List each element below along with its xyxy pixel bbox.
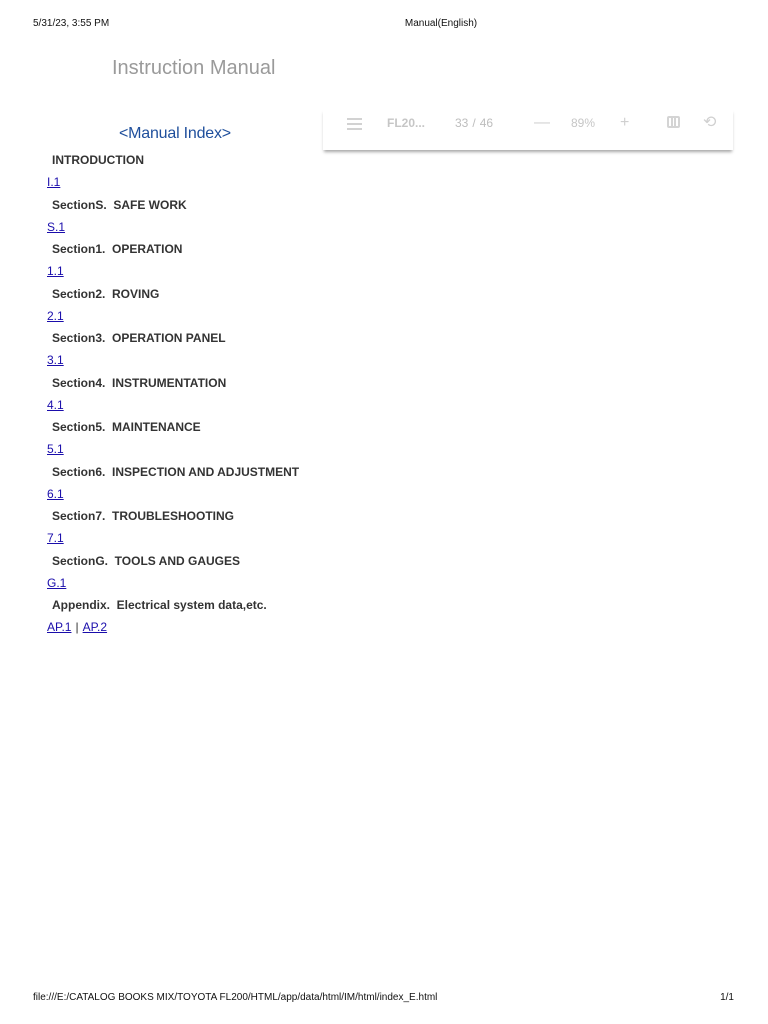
section-links [47, 442, 64, 456]
zoom-in-button[interactable]: + [620, 114, 630, 131]
link-safe-work-1[interactable]: S.1 [47, 219, 66, 234]
link-separator: | [75, 620, 79, 634]
section-links [47, 175, 60, 189]
link-instrumentation-1[interactable]: 4.1 [47, 397, 64, 412]
link-tools-gauges-1[interactable]: G.1 [47, 575, 67, 590]
section-label: Section6. INSPECTION AND ADJUSTMENT [52, 464, 300, 479]
current-page-input[interactable]: 33 [455, 116, 469, 130]
section-label: INTRODUCTION [52, 153, 144, 167]
section-label: Appendix. Electrical system data,etc. [52, 598, 267, 612]
section-label: Section3. OPERATION PANEL [52, 331, 226, 345]
document-filename: FL20... [387, 116, 426, 130]
print-datetime: 5/31/23, 3:55 PM [33, 18, 110, 29]
section-links [47, 487, 64, 501]
section-links [47, 576, 66, 590]
section-label: Section7. TROUBLESHOOTING [52, 509, 235, 523]
link-troubleshooting-1[interactable]: 7.1 [47, 531, 64, 545]
link-appendix-1[interactable]: AP.1 [47, 620, 72, 634]
document-title: Instruction Manual [112, 57, 276, 79]
page-indicator [455, 109, 493, 137]
section-links [47, 620, 107, 634]
link-inspection-1[interactable]: 6.1 [47, 486, 64, 501]
section-links [47, 398, 64, 412]
section-label: Section4. INSTRUMENTATION [52, 375, 227, 390]
section-label: SectionS. SAFE WORK [52, 197, 187, 212]
section-label: Section2. ROVING [52, 286, 160, 301]
link-operation-1[interactable]: 1.1 [47, 264, 64, 278]
section-links [47, 220, 65, 234]
zoom-out-button[interactable]: — [534, 114, 550, 131]
link-appendix-2[interactable]: AP.2 [82, 620, 108, 634]
zoom-level[interactable]: 89% [571, 116, 596, 130]
manual-index-heading: <Manual Index> [119, 125, 231, 142]
section-label: Section5. MAINTENANCE [52, 420, 201, 434]
rotate-icon[interactable]: ⟲ [703, 114, 717, 131]
section-label: Section1. OPERATION [52, 242, 183, 256]
link-operation-panel-1[interactable]: 3.1 [47, 353, 64, 367]
menu-icon[interactable] [347, 109, 363, 137]
section-links [47, 309, 64, 323]
link-intro-1[interactable]: I.1 [47, 175, 61, 189]
print-page-number: 1/1 [720, 992, 734, 1003]
print-url: file:///E:/CATALOG BOOKS MIX/TOYOTA FL200/HTML/app/data/html/IM/html/index_E.html [33, 992, 438, 1003]
fit-page-icon[interactable] [667, 116, 680, 128]
link-maintenance-1[interactable]: 5.1 [47, 442, 64, 456]
print-page-title: Manual(English) [404, 18, 478, 29]
link-roving-1[interactable]: 2.1 [47, 308, 64, 323]
section-links [47, 353, 64, 367]
page-separator: / [472, 116, 476, 130]
pdf-viewer-toolbar [323, 109, 733, 150]
section-label: SectionG. TOOLS AND GAUGES [52, 553, 241, 568]
section-links [47, 531, 64, 545]
section-links [47, 264, 64, 278]
total-pages: 46 [479, 116, 494, 130]
